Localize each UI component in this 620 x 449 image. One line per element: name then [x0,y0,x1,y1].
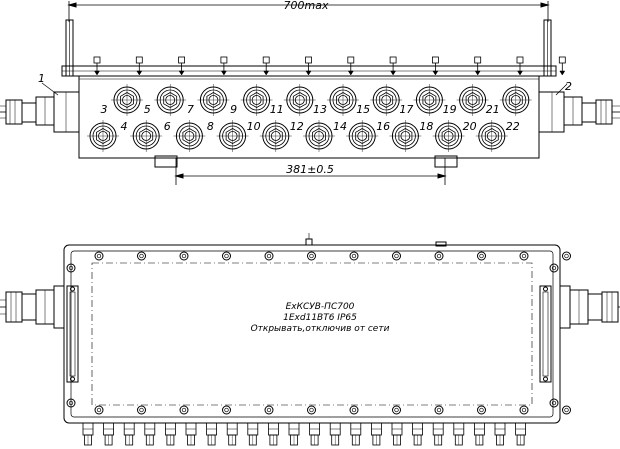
bottom-gland-stub [268,423,278,445]
bottom-gland-stub [186,423,196,445]
gland-number-label: 15 [356,103,371,116]
bottom-gland-stub [495,423,505,445]
gland-number-label: 16 [376,120,391,133]
cover-bolt [478,406,486,414]
gland-number-label: 9 [230,103,238,116]
right-mount-front [540,286,551,382]
cable-gland-top-8 [413,84,445,116]
inner-panel-hidden-line [92,263,532,405]
bottom-gland-stub [371,423,381,445]
cover-bolt [393,252,401,260]
right-cable-entry-front [560,286,620,328]
gland-number-label: 7 [186,103,194,116]
cable-gland-bottom-2 [130,120,162,152]
gland-number-label: 14 [333,120,347,133]
cable-gland-bottom-7 [346,120,378,152]
bottom-gland-stub [104,423,114,445]
bottom-gland-stub [83,423,93,445]
bottom-gland-stub [516,423,526,445]
bottom-gland-stub [145,423,155,445]
cable-gland-top-10 [500,84,532,116]
dimension-arrow-left [69,3,76,7]
cover-bolt [308,406,316,414]
nameplate-model: ExКСУВ-ПС700 [285,302,355,312]
bottom-gland-stub [330,423,340,445]
cover-bolt [550,264,558,272]
cable-gland-top-3 [197,84,229,116]
gland-number-label: 6 [163,120,171,133]
bottom-gland-stub [413,423,423,445]
dimension-arrow-right [541,3,548,7]
cable-gland-top-5 [284,84,316,116]
nameplate-marking: 1Exd11BT6 IP65 [283,313,357,323]
cover-bolt [550,399,558,407]
cover-bolt [308,252,316,260]
gland-number-label: 8 [206,120,214,133]
gland-number-label: 11 [269,103,284,116]
cable-gland-top-6 [327,84,359,116]
bottom-gland-stub [289,423,299,445]
bottom-gland-stub [227,423,237,445]
flange-bolt [559,57,565,75]
cover-bolt [180,252,188,260]
cover-bolt [95,252,103,260]
mount-spacing-dimension: 381±0.5 [286,163,334,176]
gland-number-label: 4 [120,120,128,133]
cover-bolt [350,406,358,414]
gland-number-label: 3 [100,103,108,116]
cable-gland-top-9 [457,84,489,116]
cover-bolt [520,406,528,414]
left-mount-front [67,286,78,382]
cover-bolt [435,252,443,260]
bottom-gland-stub [392,423,402,445]
left-cable-entry-top [0,83,79,132]
bottom-gland-stub [310,423,320,445]
gland-number-label: 13 [313,103,327,116]
bottom-gland-stub [165,423,175,445]
cover-bolt [223,406,231,414]
bottom-gland-stub [124,423,134,445]
overall-width-dimension: 700max [283,0,329,12]
gland-number-label: 10 [246,120,261,133]
left-cable-entry-front [0,286,64,328]
cover-bolt [393,406,401,414]
callout-right-entry: 2 [565,80,572,93]
cable-gland-bottom-6 [303,120,335,152]
cable-gland-top-4 [241,84,273,116]
cable-gland-bottom-9 [433,120,465,152]
cover-bolt [180,406,188,414]
gland-number-label: 19 [442,103,457,116]
bottom-gland-stub [454,423,464,445]
gland-number-label: 21 [485,103,500,116]
cover-bolt [435,406,443,414]
top-view [0,1,620,185]
gland-number-label: 5 [143,103,151,116]
spacing-arrow-left [176,174,183,178]
right-cable-entry-top [539,84,620,132]
cable-gland-bottom-5 [260,120,292,152]
bottom-gland-stub [248,423,258,445]
bottom-gland-stub [351,423,361,445]
cover-bolt [138,252,146,260]
lid-outline [71,251,553,417]
cable-gland-bottom-10 [476,120,508,152]
cable-gland-bottom-1 [87,120,119,152]
cover-bolt [265,252,273,260]
front-view [0,233,620,445]
cover-bolt [350,252,358,260]
gland-number-label: 17 [399,103,414,116]
cover-bolt [563,406,571,414]
cover-bolt [265,406,273,414]
cable-gland-top-1 [111,84,143,116]
cover-bolt [478,252,486,260]
cover-bolt [520,252,528,260]
gland-number-label: 20 [462,120,477,133]
gland-number-label: 12 [289,120,304,133]
bottom-gland-stub [433,423,443,445]
cover-bolt [563,252,571,260]
cable-gland-bottom-8 [389,120,421,152]
cable-gland-top-7 [370,84,402,116]
nameplate-warning: Открывать,отключив от сети [250,324,390,334]
gland-number-label: 18 [419,120,434,133]
cable-gland-bottom-4 [217,120,249,152]
cable-gland-top-2 [154,84,186,116]
bottom-gland-stub [207,423,217,445]
cover-bolt [138,406,146,414]
gland-number-label: 22 [505,120,520,133]
bottom-gland-stub [474,423,484,445]
enclosure-body-front [64,245,560,423]
spacing-arrow-right [438,174,445,178]
cover-bolt [223,252,231,260]
cable-gland-bottom-3 [173,120,205,152]
cover-bolt [95,406,103,414]
callout-left-entry: 1 [38,72,45,85]
breather-nub [306,239,312,245]
